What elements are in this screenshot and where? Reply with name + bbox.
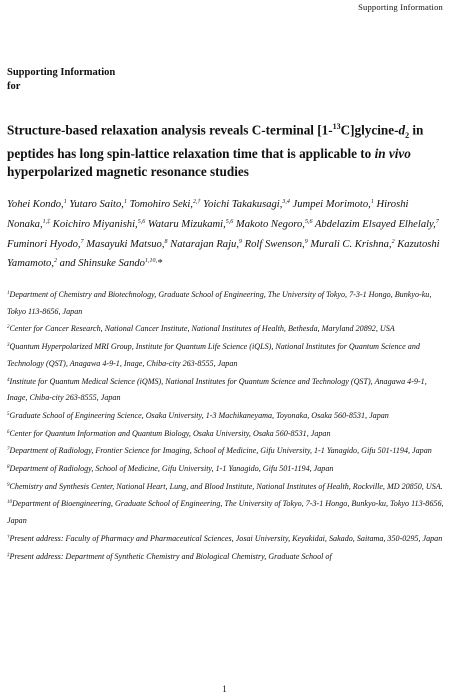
affiliation-marker: ‡ (7, 552, 10, 558)
affiliation-marker: 5 (7, 411, 10, 417)
affiliation-text: Graduate School of Engineering Science, Osaka University, 1-3 Machikaneyama, Toyonaka, Osaka 560-8531, Japan (9, 410, 389, 420)
author-name: Rolf Swenson, (242, 238, 305, 250)
affiliation-marker: † (7, 534, 10, 540)
affiliation-marker: 9 (7, 482, 10, 488)
supporting-info-label: Supporting Information (7, 67, 116, 78)
author-name: Masayuki Matsuo, (83, 238, 165, 250)
author-affiliation-marker: 1 (370, 199, 374, 205)
author-name: and Shinsuke Sando (57, 258, 145, 270)
author-name: Fuminori Hyodo, (7, 238, 81, 250)
affiliation-item (7, 338, 444, 372)
author-name: Koichiro Miyanishi, (50, 218, 138, 230)
affiliation-item (7, 425, 444, 443)
author-name: Wataru Mizukami, (145, 218, 226, 230)
affiliation-text: Chemistry and Synthesis Center, National Heart, Lung, and Blood Institute, National Institutes of Health, Rockville, MD 20850, USA. (9, 481, 443, 491)
affiliation-marker: 8 (7, 465, 10, 471)
affiliation-item (7, 530, 444, 548)
author-affiliation-marker: 5,6 (304, 218, 313, 225)
title-part-1: Structure-based relaxation analysis reveals C-terminal [1- (7, 122, 333, 138)
affiliation-item (7, 373, 444, 407)
affiliation-item (7, 548, 444, 566)
author-name: Kazutoshi Yamamoto, (7, 238, 440, 270)
paper-title (7, 118, 443, 181)
affiliation-item (7, 407, 444, 425)
author-name: Tomohiro Seki, (126, 199, 193, 210)
author-name: * (156, 258, 163, 270)
author-name: Natarajan Raju, (167, 238, 239, 250)
author-name: Makoto Negoro, (233, 218, 305, 230)
author-name: Jumpei Morimoto, (289, 199, 371, 210)
affiliation-text: Center for Quantum Information and Quantum Biology, Osaka University, Osaka 560-8531, Japan (9, 428, 331, 438)
affiliation-text: Quantum Hyperpolarized MRI Group, Institute for Quantum Life Science (iQLS), National Institutes for Quantum Science and Technology (QST), Anagawa 4-9-1, Inage, Chiba-city 263-8555, Japan (7, 342, 420, 368)
author-affiliation-marker: 2 (391, 238, 395, 245)
page-number: 1 (222, 684, 227, 694)
affiliation-item (7, 460, 444, 478)
affiliation-marker: 2 (7, 325, 10, 331)
affiliation-text: Department of Radiology, Frontier Science for Imaging, School of Medicine, Gifu University, 1-1 Yanagido, Gifu 501-1194, Japan (9, 446, 432, 456)
affiliation-text: Present address: Department of Synthetic Chemistry and Biological Chemistry, Graduate School of (9, 551, 332, 561)
affiliation-item (7, 320, 444, 338)
affiliation-list (7, 286, 444, 565)
author-name: Yohei Kondo, (7, 199, 64, 210)
author-affiliation-marker: 2 (54, 258, 57, 265)
supporting-info-heading (7, 66, 115, 94)
title-part-3: in peptides has long spin-lattice relaxation time that is applicable to (7, 122, 424, 162)
author-list (7, 194, 443, 273)
affiliation-marker: 3 (7, 343, 10, 349)
author-affiliation-marker: 1,‡ (42, 218, 51, 225)
author-name: Yoichi Takakusagi, (200, 199, 283, 210)
affiliation-marker: 4 (7, 377, 10, 383)
affiliation-text: Institute for Quantum Medical Science (iQMS), National Institutes for Quantum Science and Technology (QST), Anagawa 4-9-1, Inage, Chiba-city 263-8555, Japan (7, 376, 427, 403)
affiliation-marker: 10 (7, 500, 12, 506)
affiliation-item (7, 495, 444, 529)
author-affiliation-marker: 8 (164, 238, 168, 245)
author-affiliation-marker: 1 (123, 199, 127, 205)
affiliation-marker: 1 (7, 291, 10, 296)
title-sub-2: 2 (405, 131, 410, 141)
title-in-vivo: in vivo (374, 146, 411, 162)
title-isotope-13: 13 (332, 122, 341, 131)
for-label: for (7, 81, 21, 92)
affiliation-text: Department of Bioengineering, Graduate School of Engineering, The University of Tokyo, 7-3-1 Hongo, Bunkyo-ku, Tokyo 113-8656, Japan (7, 499, 444, 526)
affiliation-item (7, 442, 444, 460)
affiliation-item (7, 478, 444, 496)
title-part-4: hyperpolarized magnetic resonance studies (7, 164, 249, 180)
author-affiliation-marker: 5,6 (225, 218, 234, 225)
title-d: d (398, 122, 406, 138)
author-name: Abdelazim Elsayed Elhelaly, (312, 218, 436, 230)
affiliation-text: Department of Radiology, School of Medicine, Gifu University, 1-1 Yanagido, Gifu 501-1194, Japan (9, 464, 334, 474)
running-header: Supporting Information (358, 2, 443, 12)
affiliation-text: Department of Chemistry and Biotechnology, Graduate School of Engineering, The University of Tokyo, 7-3-1 Hongo, Bunkyo-ku, Tokyo 113-8656, Japan (7, 290, 432, 316)
affiliation-marker: 6 (7, 429, 10, 435)
author-affiliation-marker: 3,4 (282, 199, 290, 205)
affiliation-text: Center for Cancer Research, National Cancer Institute, National Institutes of Health, Bethesda, Maryland 20892, USA (9, 324, 395, 334)
author-affiliation-marker: 1 (63, 199, 67, 205)
author-affiliation-marker: 1,10, (144, 258, 157, 265)
author-affiliation-marker: 9 (304, 238, 308, 245)
affiliation-marker: 7 (7, 447, 10, 453)
author-name: Murali C. Krishna, (307, 238, 392, 250)
affiliation-item (7, 286, 444, 320)
author-affiliation-marker: 5,6 (137, 218, 146, 225)
author-name: Hiroshi Nonaka, (7, 199, 409, 230)
author-affiliation-marker: 7 (80, 238, 84, 245)
author-name: Yutaro Saito, (66, 199, 124, 210)
author-affiliation-marker: 9 (239, 238, 242, 245)
affiliation-text: Present address: Faculty of Pharmacy and Pharmaceutical Sciences, Josai University, Keyakidai, Sakado, Saitama, 350-0295, Japan (9, 533, 443, 543)
author-affiliation-marker: 2,† (192, 199, 201, 205)
title-part-2: C]glycine- (340, 122, 399, 138)
author-affiliation-marker: 7 (435, 218, 439, 225)
